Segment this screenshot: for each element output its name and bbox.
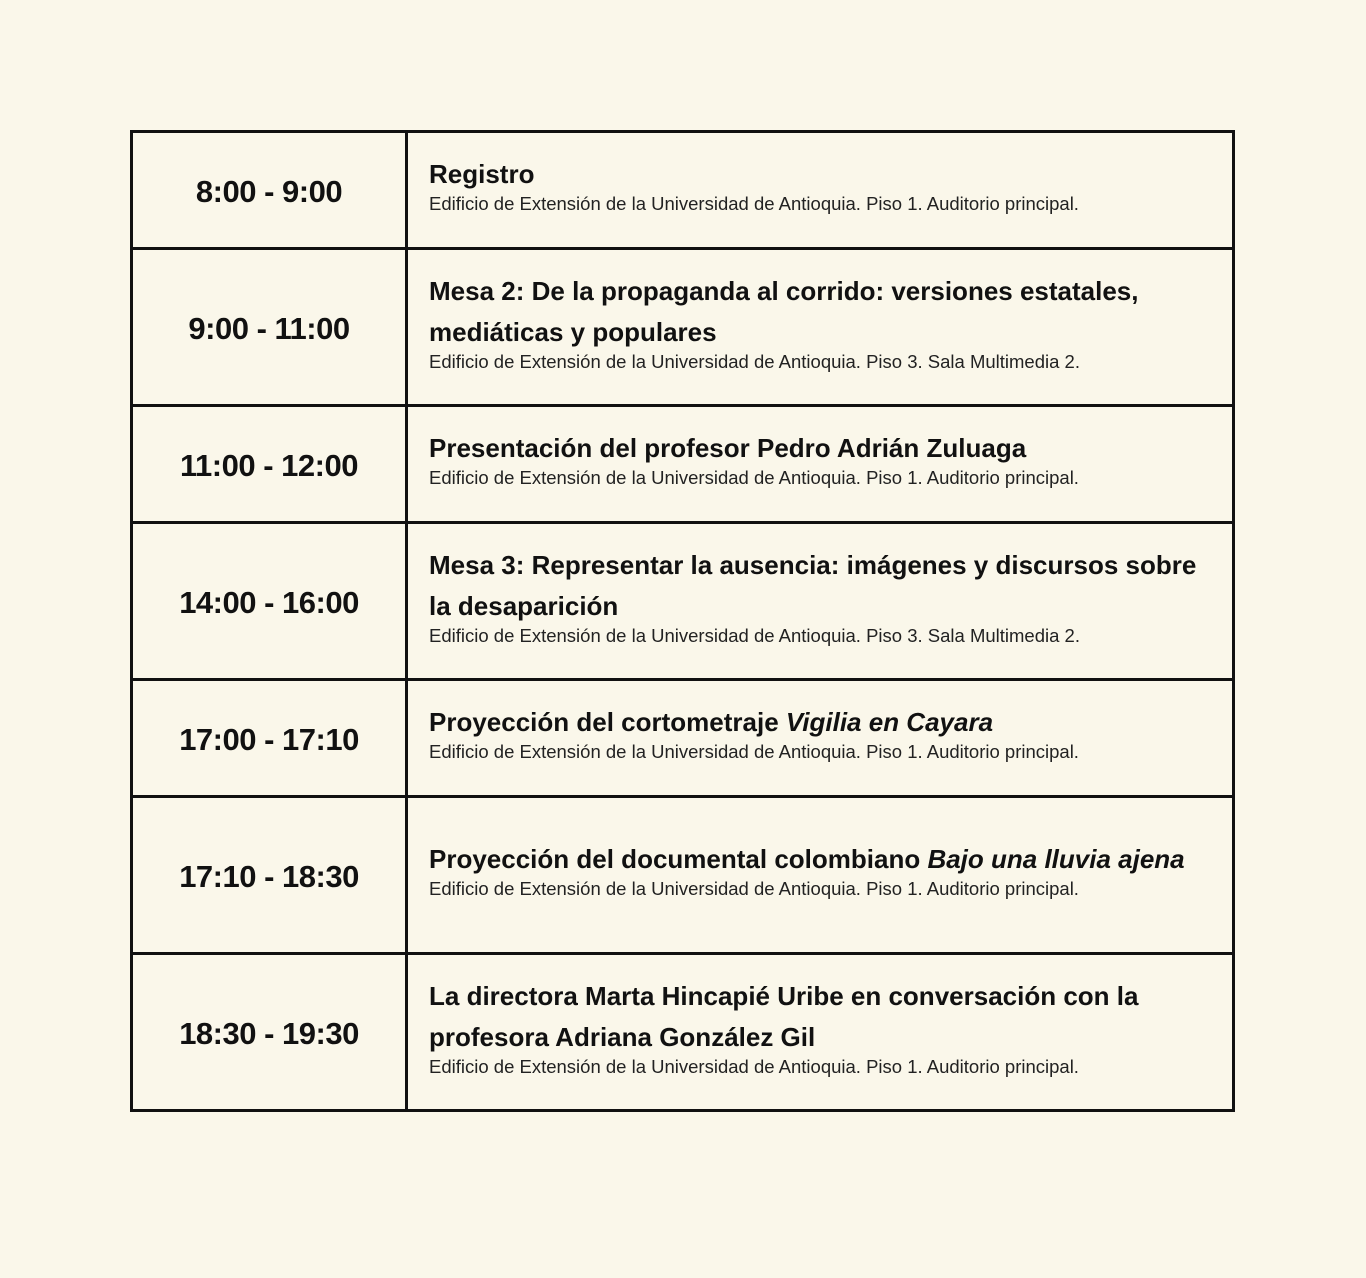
schedule-row — [132, 523, 1234, 680]
event-title-text: Mesa 2: De la propaganda al corrido: versiones estatales, mediáticas y populares — [429, 275, 1139, 347]
event-location: Edificio de Extensión de la Universidad de Antioquia. Piso 3. Sala Multimedia 2. — [429, 624, 1080, 646]
schedule-row — [132, 680, 1234, 797]
event-title — [429, 154, 1212, 195]
time-slot: 14:00 - 16:00 — [132, 523, 407, 680]
schedule-row — [132, 406, 1234, 523]
event-cell — [407, 954, 1234, 1111]
event-title-text: Registro — [429, 159, 535, 189]
event-location: Edificio de Extensión de la Universidad de Antioquia. Piso 1. Auditorio principal. — [429, 193, 1079, 214]
event-cell — [407, 249, 1234, 406]
time-slot: 9:00 - 11:00 — [132, 249, 407, 406]
event-cell — [407, 132, 1234, 249]
event-title-italic: Vigilia en Cayara — [785, 707, 994, 737]
event-cell — [407, 523, 1234, 680]
event-title — [429, 839, 1212, 880]
event-title-text: Proyección del documental colombiano — [429, 844, 928, 874]
event-title — [429, 428, 1212, 469]
event-title — [429, 545, 1212, 627]
event-cell — [407, 797, 1234, 954]
schedule-row — [132, 797, 1234, 954]
time-slot: 17:10 - 18:30 — [132, 797, 407, 954]
event-cell — [407, 680, 1234, 797]
event-title — [429, 271, 1212, 353]
time-slot: 8:00 - 9:00 — [132, 132, 407, 249]
event-location: Edificio de Extensión de la Universidad de Antioquia. Piso 1. Auditorio principal. — [429, 878, 1079, 899]
event-title-text: Proyección del cortometraje — [429, 707, 786, 737]
schedule-row — [132, 954, 1234, 1111]
schedule-row — [132, 132, 1234, 249]
event-cell — [407, 406, 1234, 523]
event-title-text: Presentación del profesor Pedro Adrián Zuluaga — [429, 433, 1027, 463]
event-title — [429, 976, 1212, 1058]
event-location: Edificio de Extensión de la Universidad de Antioquia. Piso 1. Auditorio principal. — [429, 467, 1079, 488]
time-slot: 11:00 - 12:00 — [132, 406, 407, 523]
event-title — [429, 702, 1212, 743]
event-location: Edificio de Extensión de la Universidad de Antioquia. Piso 3. Sala Multimedia 2. — [429, 350, 1080, 372]
time-slot: 18:30 - 19:30 — [132, 954, 407, 1111]
event-title-text: Mesa 3: Representar la ausencia: imágenes y discursos sobre la desaparición — [429, 549, 1197, 621]
event-title-text: La directora Marta Hincapié Uribe en conversación con la profesora Adriana González Gil — [429, 980, 1139, 1052]
schedule-table — [130, 130, 1235, 1112]
time-slot: 17:00 - 17:10 — [132, 680, 407, 797]
event-title-italic: Bajo una lluvia ajena — [927, 844, 1185, 874]
event-location: Edificio de Extensión de la Universidad de Antioquia. Piso 1. Auditorio principal. — [429, 1055, 1079, 1077]
schedule-row — [132, 249, 1234, 406]
event-location: Edificio de Extensión de la Universidad de Antioquia. Piso 1. Auditorio principal. — [429, 741, 1079, 762]
